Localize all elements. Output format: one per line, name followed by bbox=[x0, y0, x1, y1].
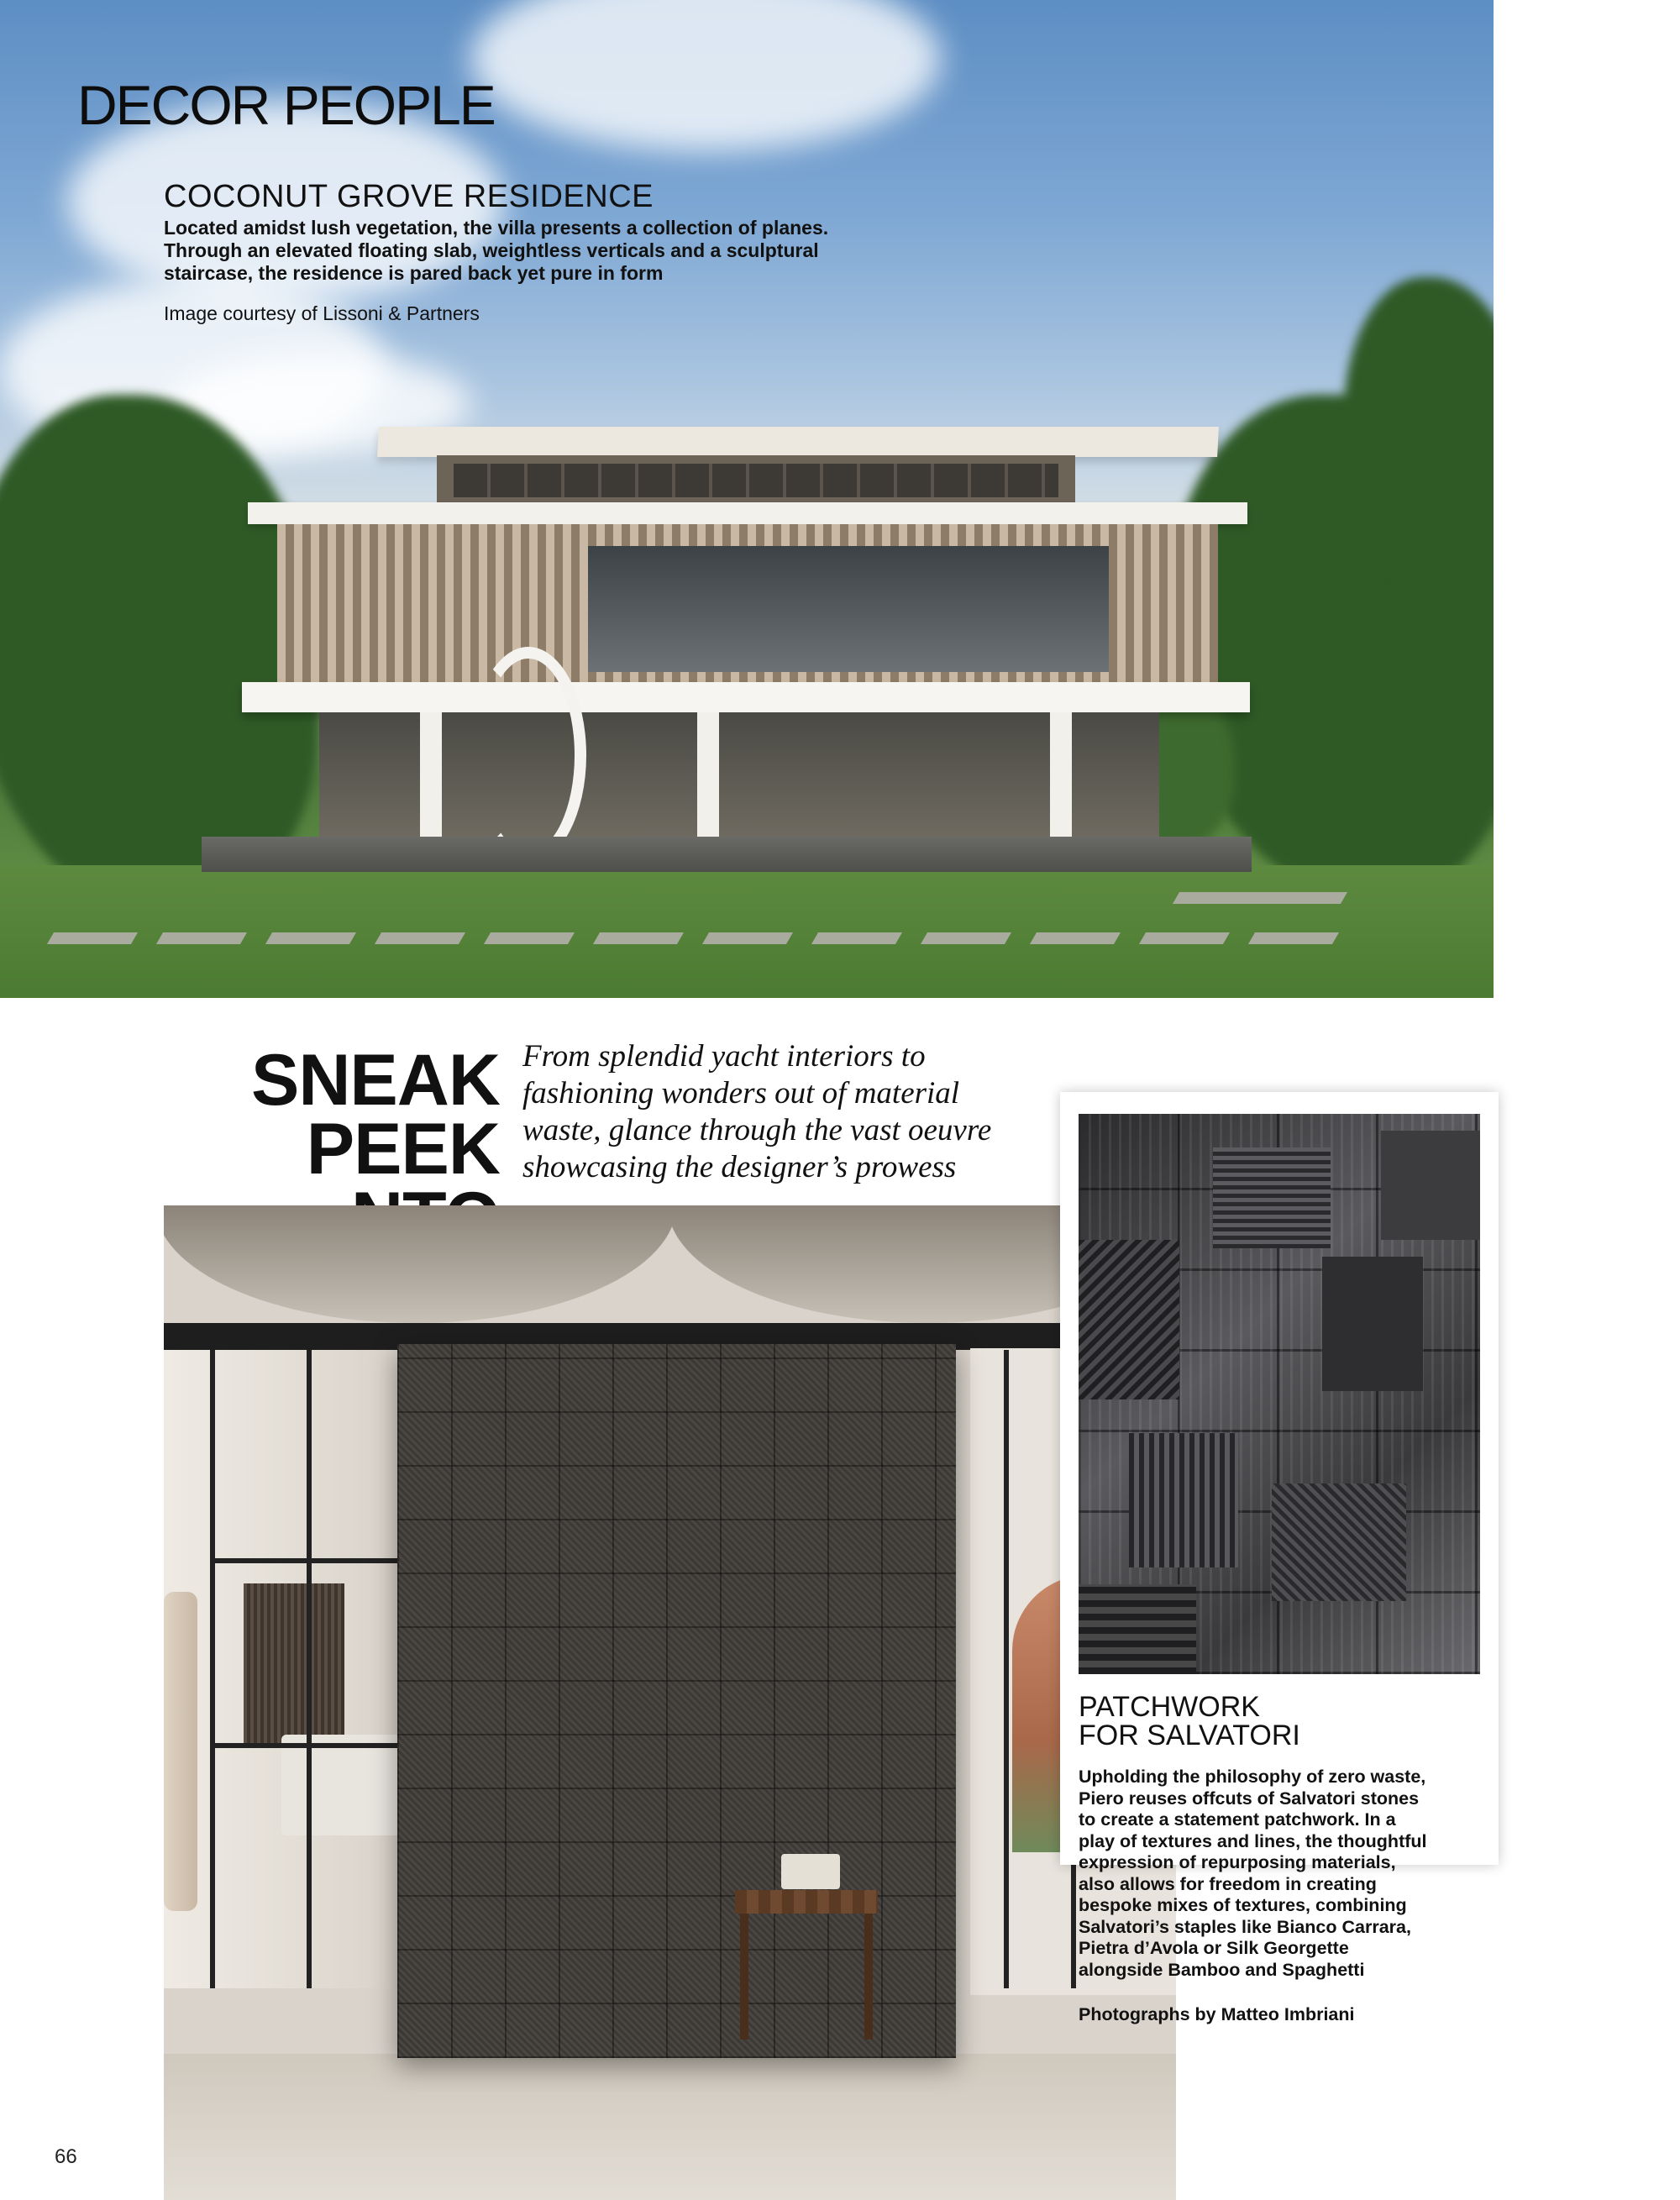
coconut-photo-credit: Image courtesy of Lissoni & Partners bbox=[164, 302, 480, 324]
patchwork-sidebar bbox=[1060, 1092, 1499, 2024]
salvatori-room-photo bbox=[164, 1205, 1176, 2200]
patchwork-detail-photo bbox=[1079, 1114, 1480, 1674]
patchwork-body-line: Upholding the philosophy of zero waste, bbox=[1079, 1767, 1426, 1787]
coconut-caption-line: Through an elevated floating slab, weightless verticals and a sculptural bbox=[164, 239, 819, 261]
coconut-grove-photo bbox=[0, 0, 1494, 998]
coconut-caption-line: staircase, the residence is pared back yet pure in form bbox=[164, 262, 664, 284]
section-header bbox=[77, 74, 495, 136]
patchwork-body-line: Pietra d’Avola or Silk Georgette bbox=[1079, 1938, 1349, 1958]
patchwork-body-line: bespoke mixes of textures, combining bbox=[1079, 1895, 1407, 1915]
coconut-caption-title: COCONUT GROVE RESIDENCE bbox=[164, 179, 654, 214]
coconut-caption-line: Located amidst lush vegetation, the villa presents a collection of planes. bbox=[164, 217, 829, 239]
deck-line: From splendid yacht interiors to bbox=[522, 1039, 926, 1074]
patchwork-body-line: alongside Bamboo and Spaghetti bbox=[1079, 1959, 1365, 1980]
patchwork-body-line: to create a statement patchwork. In a bbox=[1079, 1809, 1396, 1830]
headline-line: SNEAK bbox=[250, 1040, 500, 1121]
page-number: 66 bbox=[55, 2145, 77, 2168]
patchwork-body-line: expression of repurposing materials, bbox=[1079, 1852, 1396, 1872]
patchwork-title-line: PATCHWORK bbox=[1079, 1691, 1260, 1723]
article-deck bbox=[522, 1038, 1043, 1186]
section-word-people: PEOPLE bbox=[282, 74, 495, 136]
coconut-caption-body bbox=[164, 217, 886, 285]
deck-line: fashioning wonders out of material bbox=[522, 1076, 960, 1111]
patchwork-photo-credit: Photographs by Matteo Imbriani bbox=[1079, 2004, 1355, 2024]
patchwork-body-line: also allows for freedom in creating bbox=[1079, 1873, 1377, 1894]
patchwork-body bbox=[1079, 1767, 1487, 1981]
deck-line: waste, glance through the vast oeuvre bbox=[522, 1113, 992, 1147]
deck-line: showcasing the designer’s prowess bbox=[522, 1150, 957, 1184]
section-word-decor: DECOR bbox=[77, 74, 270, 136]
patchwork-title-line: FOR SALVATORI bbox=[1079, 1720, 1300, 1751]
patchwork-body-line: play of textures and lines, the thoughtful bbox=[1079, 1830, 1427, 1851]
patchwork-title bbox=[1079, 1693, 1482, 1750]
patchwork-body-line: Piero reuses offcuts of Salvatori stones bbox=[1079, 1788, 1420, 1809]
headline-line: PEEK bbox=[306, 1109, 500, 1189]
patchwork-body-line: Salvatori’s staples like Bianco Carrara, bbox=[1079, 1916, 1411, 1937]
